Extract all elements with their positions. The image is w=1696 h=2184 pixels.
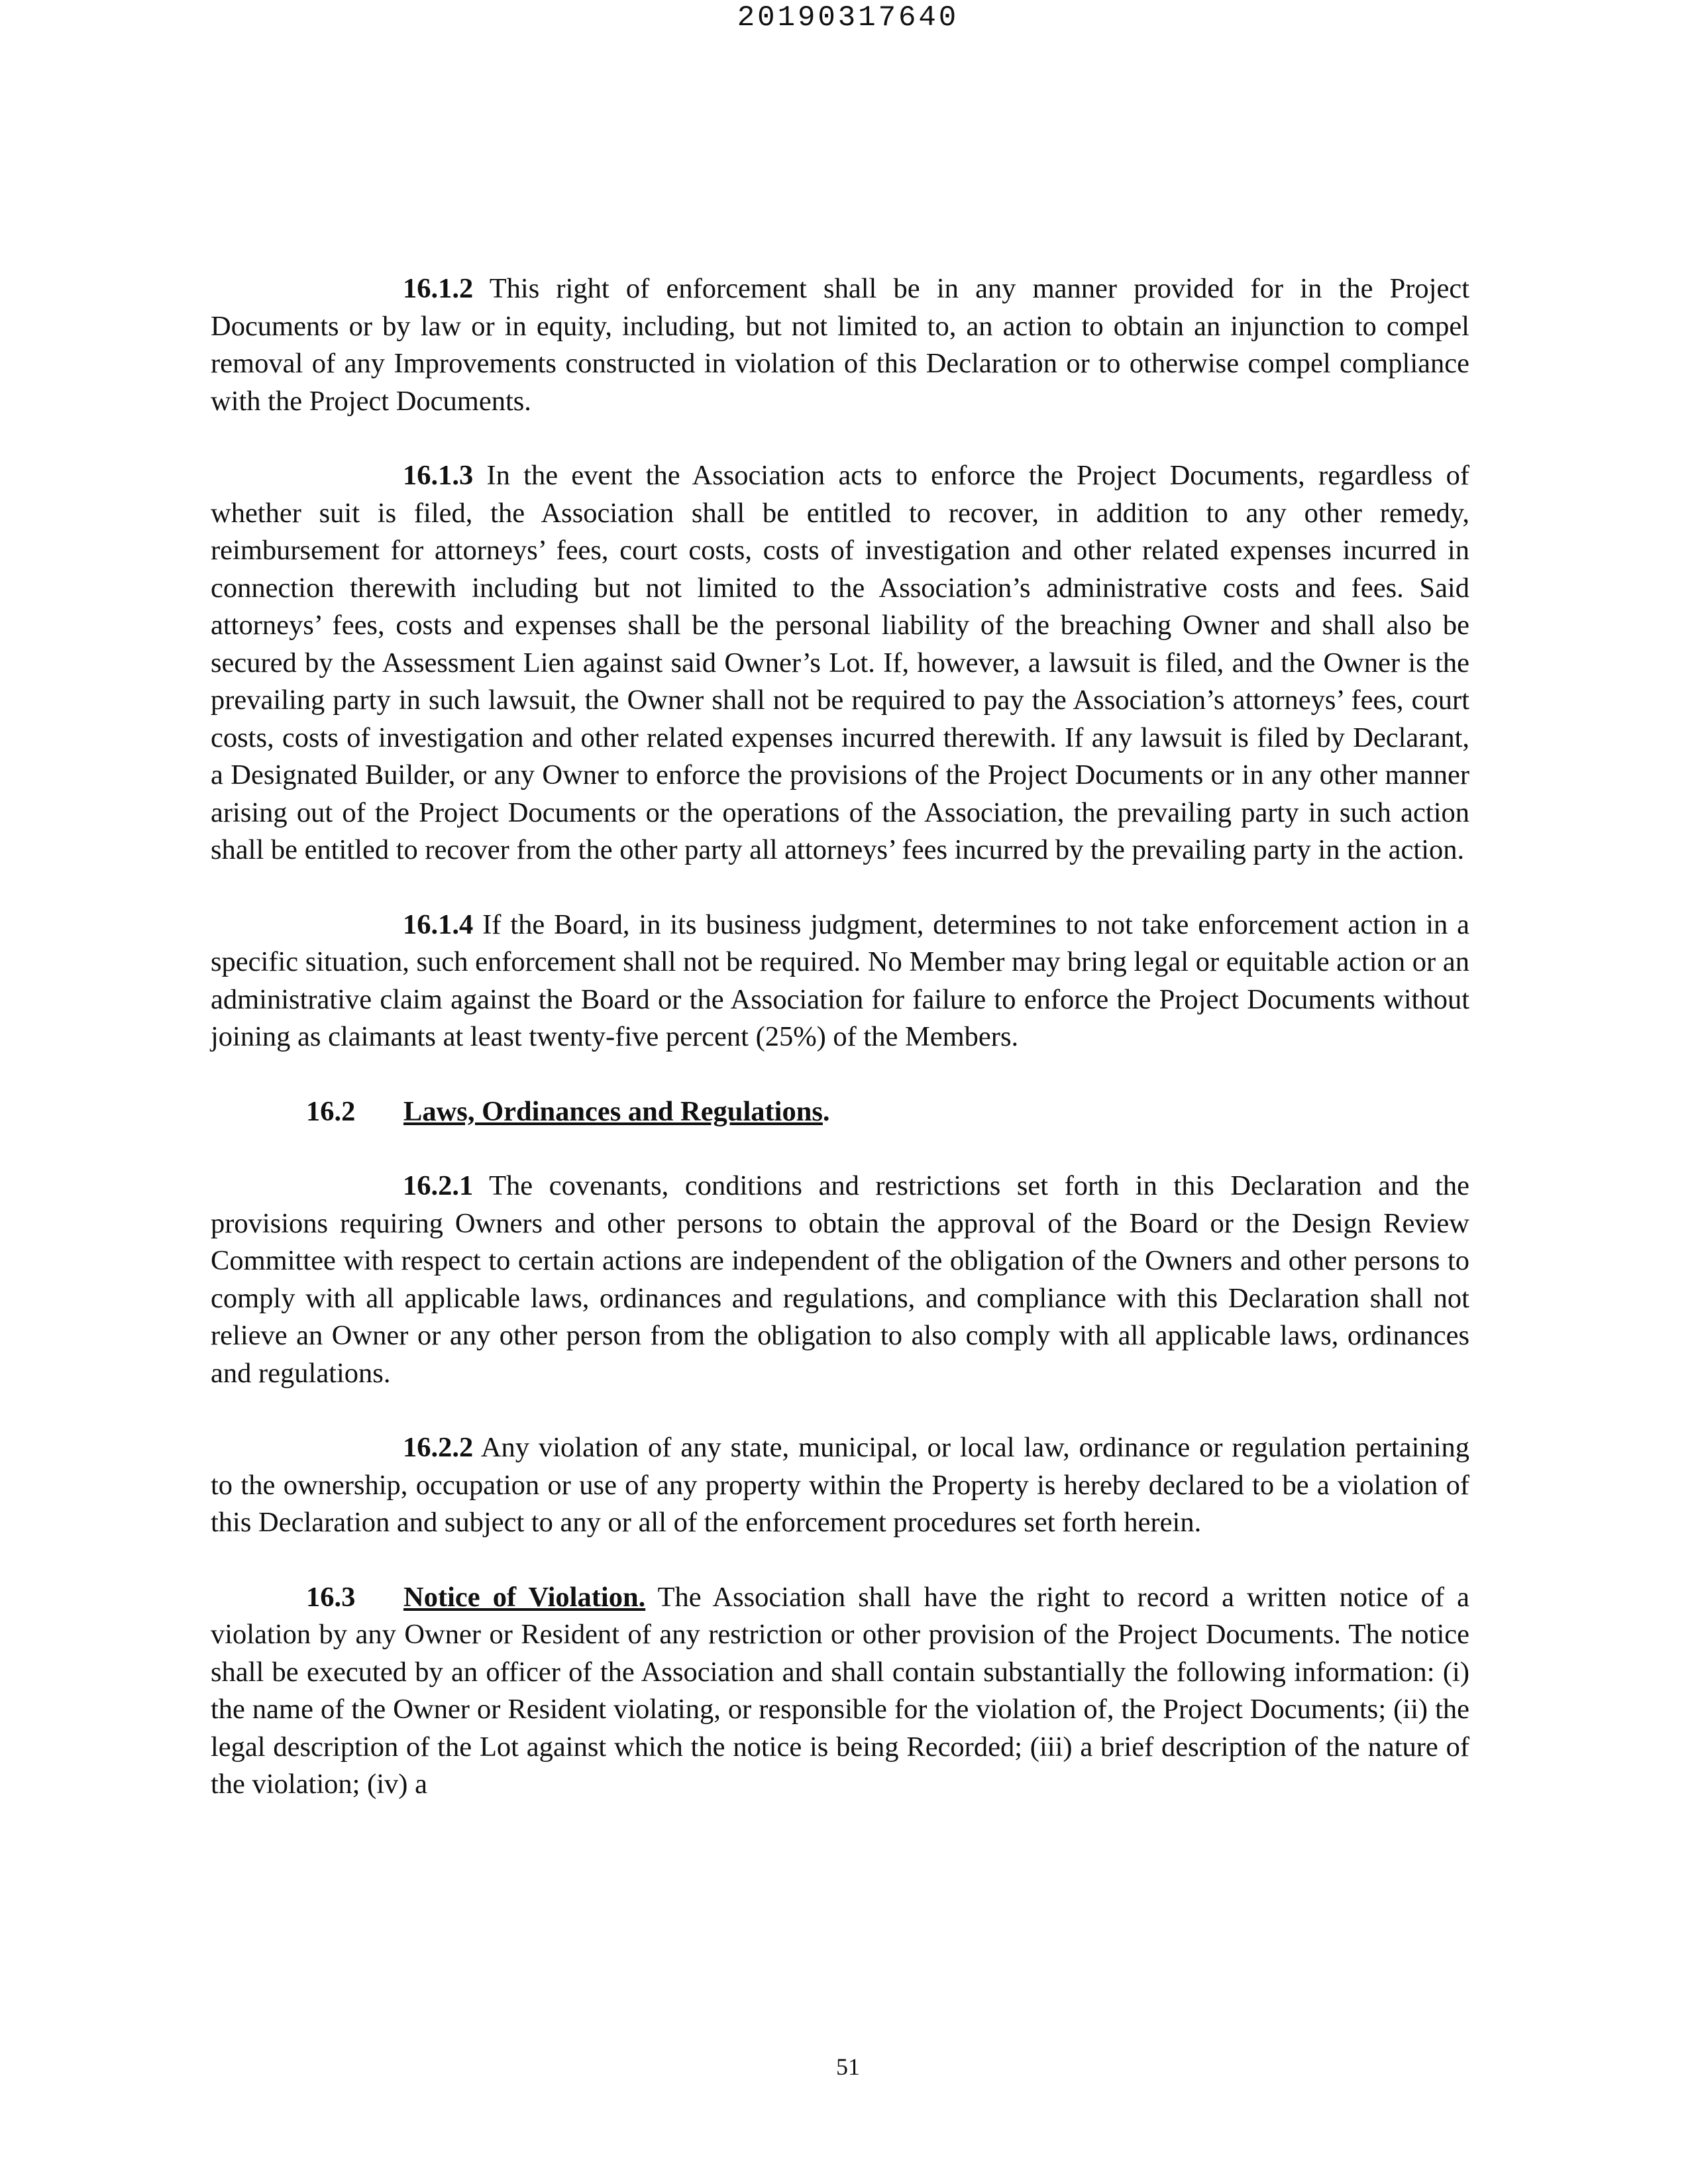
- document-number: 20190317640: [737, 1, 959, 34]
- section-number: 16.2.1: [403, 1170, 474, 1201]
- page-number: 51: [836, 2053, 860, 2080]
- paragraph-16-2-1: [211, 1168, 1469, 1392]
- section-16-3: [211, 1579, 1469, 1804]
- paragraph-16-1-4: [211, 906, 1469, 1056]
- section-number: 16.1.4: [403, 908, 474, 940]
- paragraph-text: The Association shall have the right to record a written notice of a violation by any Owner or Resident of any restriction or other provision of the Project Documents. The notice shall be executed by an officer of the Association and shall contain substantially the following information: (i) the name of the Owner or Resident violating, or responsible for the violation of, the Project Documents; (ii) the legal description of the Lot against which the notice is being Recorded; (iii) a brief description of the nature of the violation; (iv) a: [211, 1581, 1469, 1800]
- section-number: 16.2: [306, 1095, 356, 1127]
- section-heading: Notice of Violation.: [403, 1581, 646, 1613]
- heading-period: .: [822, 1095, 830, 1127]
- paragraph-text: The covenants, conditions and restrictions set forth in this Declaration and the provisions requiring Owners and other persons to obtain the approval of the Board or the Design Review Committee with respect to certain actions are independent of the obligation of the Owners and other persons to comply with all applicable laws, ordinances and regulations, and compliance with this Declaration shall not relieve an Owner or any other person from the obligation to also comply with all applicable laws, ordinances and regulations.: [211, 1170, 1470, 1389]
- paragraph-16-1-3: [211, 457, 1469, 869]
- section-number: 16.2.2: [403, 1432, 474, 1463]
- paragraph-text: Any violation of any state, municipal, or local law, ordinance or regulation pertaining to the ownership, occupation or use of any property within the Property is hereby declared to be a violation of this Declaration and subject to any or all of the enforcement procedures set forth herein.: [211, 1432, 1469, 1538]
- section-heading: Laws, Ordinances and Regulations: [403, 1095, 823, 1127]
- section-16-2-heading: [211, 1093, 1469, 1131]
- paragraph-16-1-2: [211, 270, 1469, 420]
- paragraph-text: In the event the Association acts to enforce the Project Documents, regardless of whether suit is filed, the Association shall be entitled to recover, in addition to any other remedy, reimbursement for attorneys’ fees, court costs, costs of investigation and other related expenses incurred in connection therewith including but not limited to the Association’s administrative costs and fees. Said attorneys’ fees, costs and expenses shall be the personal liability of the breaching Owner and shall also be secured by the Assessment Lien against said Owner’s Lot. If, however, a lawsuit is filed, and the Owner is the prevailing party in such lawsuit, the Owner shall not be required to pay the Association’s attorneys’ fees, court costs, costs of investigation and other related expenses incurred therewith. If any lawsuit is filed by Declarant, a Designated Builder, or any Owner to enforce the provisions of the Project Documents or in any other manner arising out of the Project Documents or the operations of the Association, the prevailing party in such action shall be entitled to recover from the other party all attorneys’ fees incurred by the prevailing party in the action.: [211, 460, 1469, 865]
- paragraph-16-2-2: [211, 1429, 1469, 1542]
- section-number: 16.1.3: [403, 460, 474, 491]
- paragraph-text: This right of enforcement shall be in any manner provided for in the Project Documents or by law or in equity, including, but not limited to, an action to obtain an injunction to compel removal of any Improvements constructed in violation of this Declaration or to otherwise compel compliance with the Project Documents.: [211, 273, 1470, 417]
- document-body: [211, 270, 1469, 1841]
- paragraph-text: If the Board, in its business judgment, determines to not take enforcement action in a specific situation, such enforcement shall not be required. No Member may bring legal or equitable action or an administrative claim against the Board or the Association for failure to enforce the Project Documents without joining as claimants at least twenty-five percent (25%) of the Members.: [211, 908, 1469, 1052]
- section-number: 16.3: [306, 1581, 356, 1613]
- section-number: 16.1.2: [403, 273, 474, 304]
